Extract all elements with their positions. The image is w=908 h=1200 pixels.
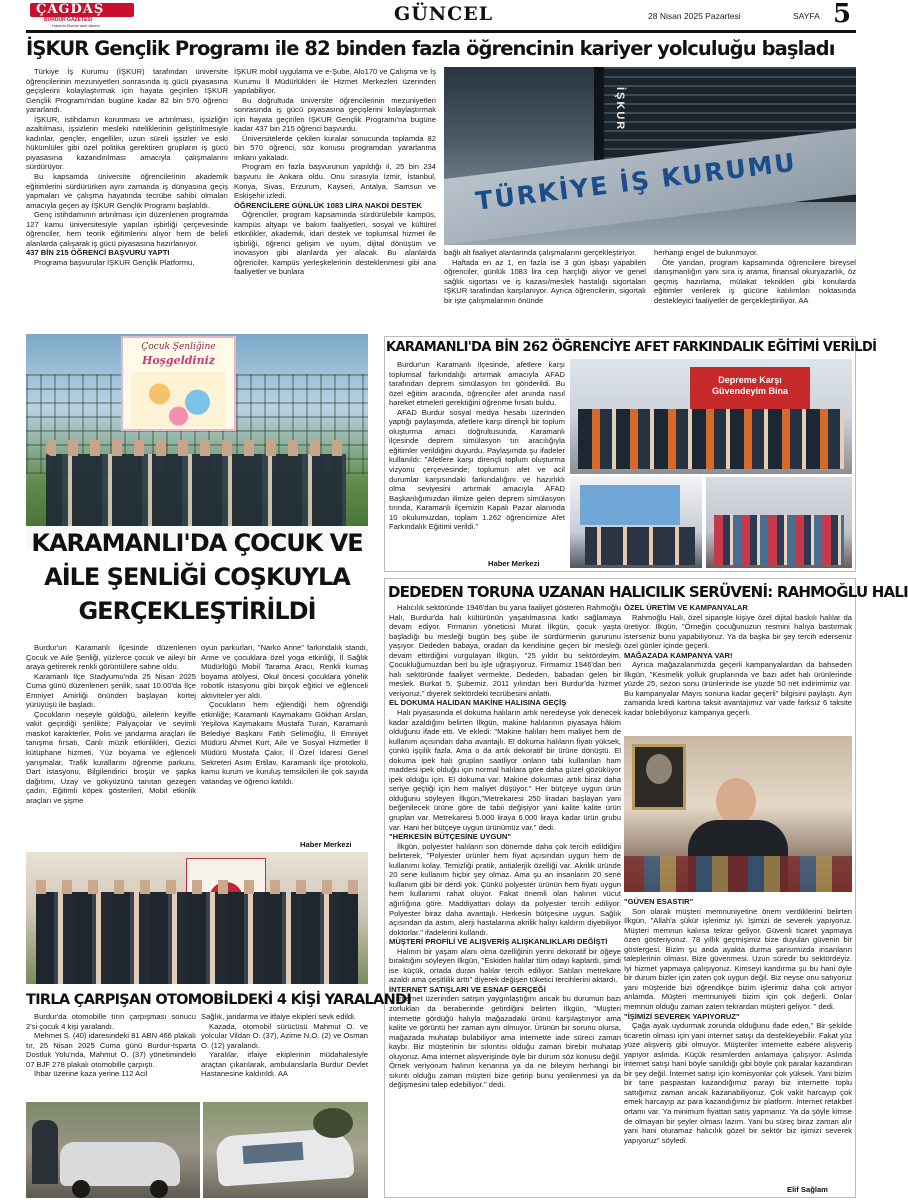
crash-photo [26,1102,200,1198]
byline: Haber Merkezi [300,840,352,849]
header-rule [26,30,856,33]
issue-date: 28 Nisan 2025 Pazartesi [648,11,741,21]
simulator-sign: Depreme Karşı Güvendeyim Bina [711,375,789,396]
article-column: ÖZEL ÜRETİM VE KAMPANYALAR Rahmoğlu Halı, özel siparişle kişiye özel dijital baskılı halılar da üretiyor. İlkgün, "Örneğin çocuğunuzun resmini halıya bastırmak isterseniz bunu yapabiliyoruz. Ya da başka bir şey tercih ederseniz özel günler içinde geçerli. MAĞAZADA KAMPANYA VAR! Ayrıca mağazalarımızda geçerli kampanyalardan da bahseden İlkgün, "Kesmelik yolluk gruplarında ve bazı adet halı ürünlerinde yüzde 25, sezon sonu ürünlerinde ise yüzde 50 net indirimimiz var. Bu kampanyalar Mayıs sonuna kadar geçerli" bilgisini paylaştı. Ayrı zamanda kredi kartına taksit avantajımız var vade farksız 6 taksite kadar bölebiliyoruz kampanya geçerli. [624,603,852,718]
article-column: Burdur'un Karamanlı ilçesinde, afetlere karşı toplumsal farkındalığı artırmak amacıyla AFAD tarafından deprem simülasyon tırı gönderildi. Bu özel eğitim aracında, öğrenciler afet anında nasıl hareket etmeleri gerektiğini öğrenme fırsatı buldu. AFAD Burdur sosyal medya hesabı üzerinden yaptığı paylaşımda, afetlere karşı dirençli bir toplum oluşturma amacı doğrultusunda, Karamanlı ilçesinde deprem simülasyon tırı aracılığıyla eğitimler verildiğini duyurdu. Paylaşımda şu ifadeler kullanıldı: "Afetlere karşı dirençli toplum oluşturma vizyonu çerçevesinde; toplumun afet ve acil durumlar karşısındaki farkındalığını ve hazırlıklı olma seviyesini artırmak amacıyla AFAD Başkanlığımızdan ilimize gelen deprem simülasyon tırında, Karamanlı ilçemizin Kapalı Pazar alanında 10 okulumuzdan, toplam 1.262 öğrencimize Afet Farkındalık Eğitimi verildi." [389,360,565,532]
headline: İŞKUR Gençlik Programı ile 82 binden fazla öğrencinin kariyer yolculuğu başladı [26,37,835,60]
headline: TIRLA ÇARPIŞAN OTOMOBİLDEKİ 4 KİŞİ YARALANDI [26,992,412,1008]
banner-text: Hoşgeldiniz [141,354,216,367]
article-column: Sağlık, jandarma ve itfaiye ekipleri sevk edildi. Kazada, otomobil sürücüsü Mahmut O. ve yolcular Vildan O. (37), Azime N.O. (2) ve Osman O. (12) yaralandı. Yaralılar, itfaiye ekiplerinin müdahalesiyle araçtan çıkarılarak, ambulanslarla Burdur Devlet Hastanesine kaldırıldı. AA [201,1012,368,1079]
logo-text: ÇAĞDAŞ [36,2,105,17]
wrecked-car-photo [203,1102,368,1198]
welcome-banner [121,336,236,431]
article-column: herhangi engel de bulunmuyor. Öte yandan, program kapsamında öğrencilere bireysel danışmanlığın yanı sıra iş arama, finansal okuryazarlık, öz geçmiş hazırlama, mülakat teknikleri gibi konularda eğitimler verilerek iş gücüne katılımları noktasında destekleyici faaliyetler de gerçekleştiriliyor. AA [654,248,856,305]
logo-slogan: Haberin Burdur'daki Adresi [52,23,100,28]
afad-students-photo [706,477,852,568]
headline: DEDEDEN TORUNA UZANAN HALICILIK SERÜVENİ: RAHMOĞLU HALI [388,583,908,601]
section-title: GÜNCEL [394,3,494,25]
article-column: "GÜVEN ESASTIR" Son olarak müşteri memnuniyetine önem verdiklerini belirten İlkgün, "Allah'a şükür işlerimiz iyi. İşimizi de severek yapıyoruz. Müşteri memnun kalırsa tekrar geliyor. Güvenli ticaret yapmaya özen gösteriyoruz. 78 yıllık geçmişimiz bize duyulan güvenin bir göstergesi. Bizim şu anda ayakta durma şansımızda insanların taleplerinin olması. Bize güvenmesi. Uzun süredir bu sektördeyiz. İyi hizmet yapmaya çalışıyoruz. Kimseyi kandırma şu bu hani öyle bir durum bizler için zaten çok uygun değil. Biz neyse onu satıyoruz yani müşteride bizi öğrendikçe bizim işlerimiz daha çok artıyor anlamda. Müşteri memnuniyeti bizim için çok değerli. Onlar memnun olduğu zaman zaten tekrardan müşteri geliyor. " dedi. "İŞİMİZİ SEVEREK YAPIYORUZ" Çağa ayak uydurmak zorunda olduğunu ifade eden," Bir şekilde ticaretin olması için yani internet satışı da destekleyebilir. Fakat yüz yüze alışveriş gibi olmuyor. Müşteriler internette ezbere alışveriş yapıyor aslında. Küçük resimlerden anlamaya çalışıyor. Aslında internet satışı hani böyle sanıldığı gibi böyle çok paralar kazandıran bir şey değil. İnternet satışı için komisyonlar çok yüksek. Yani bizim bir tane paspastan kazandığımız parayı biz internette toplu sattığımız zaman ancak kazanabiliyoruz. Çok vakit harcayıp çok emek harcayıp az para kazandığımız bir platform. İnternet retakbet ortamı var. Ya minimum fiyattan satış yapmanız. Ya da şöyle kimse de olmayan bir şeyler olması lazım. Yani bu süreç biraz zaman alır yani hani oturamaz halıcılık gözel bir sektör biz işimizi severek yapıyoruz" söyledi. [624,897,852,1145]
iskur-building-photo [444,67,856,245]
article-column: Halıcılık sektöründe 1946'dan bu yana faaliyet gösteren Rahmoğlu Halı, Burdur'da halı kültürünün yaşatılmasına katkı sağlamaya devam ediyor. Firmanın yöneticisi Murat İlkgün, çocuk yaşta başladığı bu mesleği bugün beş şube ile sürdürmenin gururunu yaşıyor. Dededen babaya, oradan da kendisine geçen bir mesleği devam ettirdiğini vurgulayan İlkgün, "25 yıldır bu sektördeyim. Çocukluğumuzdan beri bu işle uğraşıyoruz. Firmamız 1946'dan beri halı sektöründe faaliyet vermekte. Dededen, babadan gelen bir meslek. Burkat 5. Şubemiz. 2011 yılından beri Burdur'da hizmet veriyoruz." diyerek sektördeki tecrübesini anlattı. EL DOKUMA HALIDAN MAKİNE HALISINA GEÇİŞ Halı piyasasında el dokuma halıların artık neredeyse yok denecek kadar azaldığını belirten İlkgün, makine halılarının piyasaya hâkim olduğunu ifade etti. Ve ekledi: "Makine halıları hem maliyet hem de kullanım açısından daha avantajlı. El dokuma halıların fiyatı yüksek, çünkü işçilik fazla. Ama o da artık dekoratif bir ürüne dönüştü. El dokuma ipek halı grupları saatliyor onların tabi kullanılan ham maddesi ipek olduğu için normal halılara göre daha güzel gözüküyor ipek olduğu için. El dokuma var. Makine dokuması artık biraz daha seriye geçtiği için hem maliyet düşüyor." Her bütçeye uygun ürün olduğunu söyleyen İlkgün,"Metrekaresi 250 liradan başlayan yani beğenilecek ürüne göre de tabii değişiyor yani kalite kalite ürün grupları var. Metrekaresi 5.000 liraya 6.000 liraya kadar ürün grubu var. Hani her bütçeye uygun ürünümüz var." dedi. "HERKESİN BÜTÇESİNE UYGUN" İlkgün, polyester halıların son dönemde daha çok tercih edildiğini belirterek, "Polyester ürünler hem fiyat açısından uygun hem de kullanımı kolay. Temizliği pratik, antialerjik özelliği var. Akrilik üründe 20 sene kullanım hiçbir şey olmaz. Ama şu an insanların 20 sene kullanım gibi bir derdi yok. Çünkü polyester ürünün hem fiyatı uygun hem kullanımı rahat oluyor. Fakat önemli olan halının vücut ağırlığına göre. Maddiyattan dolayı da polyester tercih ediliyor. Polyester biraz daha avantajlı. Herkesin bütçesine uygun. Sağlık açısından da astım, alerji hastalarına akrilik halıyı kaldırın diyebiliyor doktorlar." ifadelerini kullandı. MÜŞTERİ PROFİLİ VE ALIŞVERİŞ ALIŞKANLIKLARI DEĞİŞTİ Halının bir yaşam alanı olma özelliğinin yerini dekoratif bir öğeye bıraktığını söyleyen İlkgün, "Eskiden halılar tüm odayı kaplardı, şimdi ise küçük, ortada duran halılar tercih ediliyor. Satılan metrekare azaldı ama çeşitlilik arttı" diyerek değişen tüketici tercihlerini aktardı. İNTERNET SATIŞLARI VE ESNAF GERÇEĞİ İnternet üzerinden satışın yaygınlaştığını ancak bu durumun bazı zorlukları da beraberinde getirdiğini belirten İlkgün, "Müşteri internette gördüğü halıyla mağazadaki ürünü karşılaştırıyor ama kalite ve görüntü her zaman aynı olmuyor. Ürünün bir sorunu olursa, mağazada muhatap bulabiliyor ama internette iade süreci zaman kaybı. Biz müşterinin bir sıkıntısı olduğu zaman birebir muhatap oluyoruz. Ama internet alışverişinde öyle bir durum söz konusu değil. Örnek veriyorum halının kenarına ya da ne bileyim herhangi bir sıkıntı olduğu zaman müşteri bize getirip bunu yenilenmesi ya da değişmesini talep edebiliyor." dedi. [389,603,621,1090]
byline: Haber Merkezi [488,559,540,568]
vertical-sign: İŞKUR [614,87,626,132]
festival-photo [26,334,368,548]
byline: Elif Sağlam [787,1185,828,1194]
article-column: Burdur'da otomobille tırın çarpışması sonucu 2'si çocuk 4 kişi yaralandı. Mehmet S. (40) idaresindeki 81 ABN 466 plakalı tır, 25 Nisan 2025 Cuma günü Burdur-Isparta Dostluk Yolu'nda, Mahmut O. (37) yönetimindeki 07 BJF 278 plakalı otomobille çarpıştı. İhbar üzerine kaza yerine 112 Acil [26,1012,196,1079]
article-column: oyun parkurları, "Narko Anne" farkındalık standı, Anne ve çocuklara özel yoga etkinliği, İl Sağlık Müdürlüğü Mobil Tarama Aracı, Renkli kumaş boyama atölyesi, Okul öncesi çocuklara yönelik robotik istasyonu gibi birçok eğitici ve eğlenceli aktiviteler yer aldı. Çocukların hem eğlendiği hem öğrendiği etkinliğe; Karamanlı Kaymakamı Gökhan Arslan, Yeşilova Kaymakamı Mustafa Turan, Karamanlı Belediye Başkanı Fatih Selimoğlu, İl Emniyet Müdürü Ahmet Kurt, Aile ve Sosyal Hizmetler İl Müdürü Mustafa Çakır, İl Özel İdaresi Genel Sekreteri Asım Ertilav, Karamanlı ilçe protokolü, kamu kurum ve kuruluş temsilcileri ile çok sayıda vatandaş ve öğrenci katıldı. [201,643,368,786]
officials-photo [26,852,368,984]
article-column: Türkiye İş Kurumu (İŞKUR) tarafından üniversite öğrencilerinin mezuniyetleri sonrasında iş gücü piyasasına geçişlerini kolaylaştırmak için hayata geçirilen İŞKUR Gençlik Programı'ndan bugüne kadar 82 bin 570 öğrenci yararlandı. İŞKUR, istihdamın korunması ve artırılması, işsizliğin azaltılması, işsizlerin mesleki niteliklerinin geliştirilmesiyle kadınlar, gençler, engelliler, uzun süreli işsizler ve eski hükümlüler gibi özel politika gerektiren grupların iş gücü piyasasına kazandırılması amacıyla çalışmalarını sürdürüyor. Bu kapsamda üniversite öğrencilerinin akademik eğitimlerini sürdürürken aynı zamanda iş dünyasına geçiş yapmaları ve çalışma hayatında tecrübe sahibi olmaları amacıyla geçen ay İŞKUR Gençlik Programı başlatıldı. Genç istihdamının artırılması için düzenlenen programda 127 kamu üniversitesiyle yapılan işbirliği çerçevesinde öğrenciler, hem teorik eğitimlerini alıyor hem de belirli alanlarda çalışarak iş gücü piyasasına hazırlanıyor. 437 BİN 215 ÖĞRENCİ BAŞVURU YAPTI Programa başvurular İŞKUR Gençlik Platformu, [26,67,228,267]
page-number: 5 [833,0,852,29]
logo-subtitle: BURDUR GAZETESİ [44,17,93,23]
afad-training-photo [570,477,702,568]
page-label: SAYFA [793,11,820,21]
banner-text: Çocuk Şenliğine [141,342,216,352]
shop-owner-photo [624,736,852,892]
afad-group-photo [570,359,852,474]
masthead-logo[interactable] [30,2,138,28]
article-column: bağlı alt faaliyet alanlarında çalışmalarını gerçekleştiriyor. Haftada en az 1, en fazla ise 3 gün işbaşı yapabilen öğrenciler, günlük 1083 lira cep harçlığı alıyor ve genel sağlık sigortası ve iş kazası/meslek hastalığı sigortaları İŞKUR tarafından karşılanıyor. Ayrıca öğrencilerin, sigortalı bir işte çalışmalarının önünde [444,248,646,305]
article-column: Burdur'un Karamanlı ilçesinde düzenlenen Çocuk ve Aile Şenliği, yüzlerce çocuk ve aileyi bir araya getirerek renkli görüntülere sahne oldu. Karamanlı İlçe Stadyumu'nda 25 Nisan 2025 Cuma günü düzenlenen şenlik, saat 10.00'da İlçe Emniyet Amirliği önünden başlayan kortej yürüyüşü ile başladı. Çocukların neşeyle güldüğü, ailelerin keyifle vakit geçirdiği şenlikte; Palyaçolar ve sevimli maskot karakterler, Polis ve jandarma araçları ile tanışma fırsatı, Canlı müzik etkinlikleri, Gezici kütüphane hizmeti, Yüz boyama ve eğlenceli yarışmalar, Trafik kurallarını öğrenme parkuru, Dart istasyonu, Bilgilendirici broşür ve şapka dağıtımı, Uzay ve gökyüzünü tanıtan gezegen çadırı, Eğitimli köpek gösterileri, Mobil etkinlik araçları ve şişme [26,643,196,805]
building-sign: TÜRKİYE İŞ KURUMU [474,147,799,216]
festival-headline: KARAMANLI'DA ÇOCUK VE AİLE ŞENLİĞİ COŞKUYLA GERÇEKLEŞTİRİLDİ [26,526,368,638]
article-column: İŞKUR mobil uygulama ve e-Şube, Alo170 ve Çalışma ve İş Kurumu İl Müdürlükleri ile Hizmet Merkezleri üzerinden yapılabiliyor. Bu doğrultuda üniversite öğrencilerinin mezuniyetleri sonrasında iş gücü piyasasına geçişlerini kolaylaştırmak için hayata geçirilen İŞKUR Gençlik Programı'na bugüne kadar 437 bin 215 öğrenci başvurdu. Üniversitelerde çekilen kuralar sonucunda toplamda 82 bin 570 öğrenci, söz konusu programdan yararlanma imkanı yakaladı. Program en fazla başvurunun yapıldığı il, 25 bin 234 başvuru ile Ankara oldu. Onu sırasıyla İzmir, İstanbul, Konya, Sivas, Erzurum, Kayseri, Antalya, Samsun ve Eskişehir izledi. ÖĞRENCİLERE GÜNLÜK 1083 LİRA NAKDİ DESTEK Öğrenciler, program kapsamında sürdürülebilir kampüs, kampüs altyapı ve bakım faaliyetleri, sosyal ve kültürel etkinlikler, akademik, idari destek ve toplumsal hizmet ile işbirliği, öğrenci gelişim ve uyum, dijital dönüşüm ve inovasyon gibi alanlarda yer alacak. Bu alanlarda öğrenciler, kampüs yerleşkelerinin desteklenmesi gibi ana faaliyetler ve bunlara [234,67,436,277]
headline: KARAMANLI'DA BİN 262 ÖĞRENCİYE AFET FARKINDALIK EĞİTİMİ VERİLDİ [386,340,877,355]
